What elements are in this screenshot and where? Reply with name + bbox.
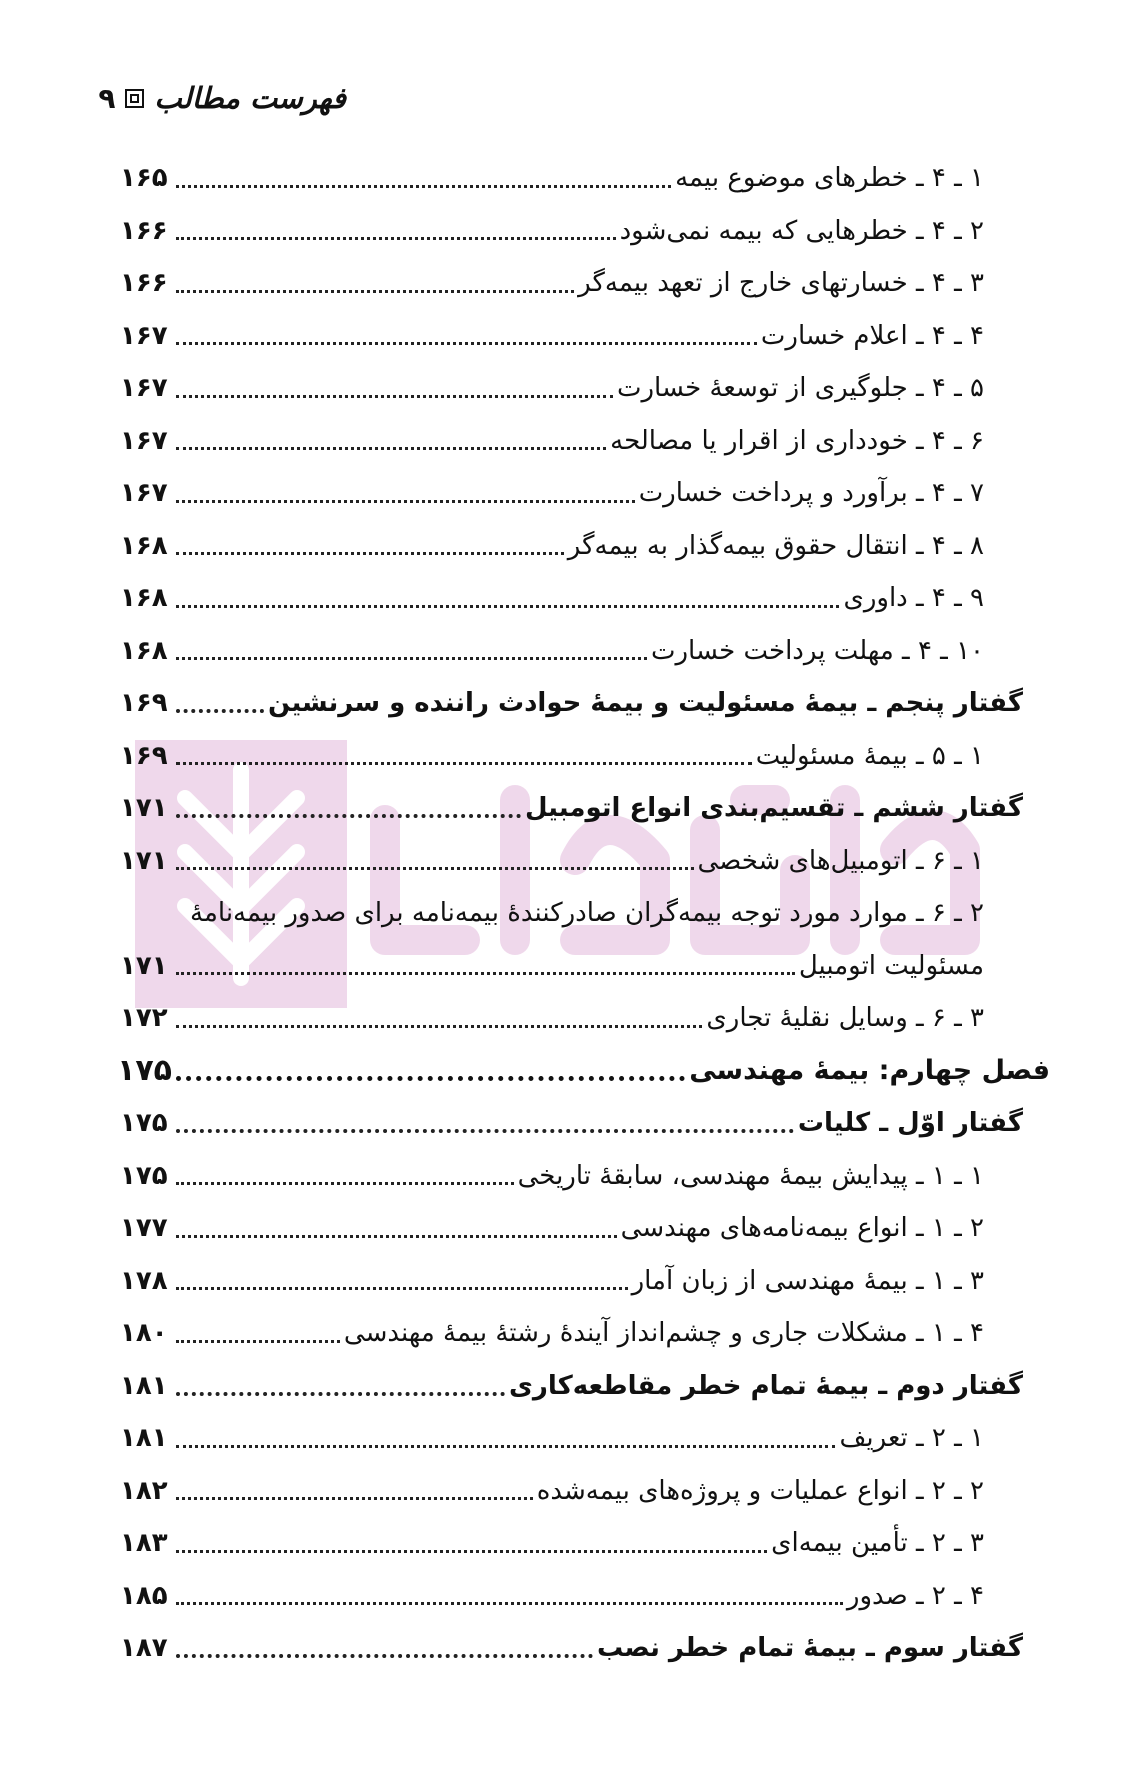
toc-entry-label: ۱ ـ ۲ ـ تعریف: [839, 1423, 984, 1454]
toc-entry-page: ۱۶۷: [120, 478, 168, 509]
toc-entry-page: ۱۷۷: [120, 1213, 168, 1244]
page-number: ۹: [98, 81, 116, 115]
toc-entry-page: ۱۶۹: [120, 740, 168, 771]
square-ornament-icon: [125, 89, 144, 108]
toc-entry-label: ۳ ـ ۲ ـ تأمین بیمه‌ای: [771, 1528, 984, 1559]
toc-entry[interactable]: [120, 835, 1146, 888]
toc-entry-page: ۱۶۸: [120, 583, 168, 614]
toc-entry-label: ۱ ـ ۶ ـ اتومبیل‌های شخصی: [697, 845, 984, 876]
toc-entry-page: ۱۷۵: [117, 1053, 172, 1089]
dot-leader: [176, 1550, 767, 1553]
toc-entry[interactable]: [120, 730, 1146, 783]
toc-entry-page: ۱۸۱: [120, 1423, 168, 1454]
toc-entry-label: ۲ ـ ۴ ـ خطرهایی که بیمه نمی‌شود: [619, 215, 984, 246]
dot-leader: [176, 500, 635, 503]
toc-entry-page: ۱۷۱: [120, 950, 168, 981]
toc-entry-label: ۴ ـ ۴ ـ اعلام خسارت: [760, 320, 984, 351]
toc-entry[interactable]: [120, 1465, 1146, 1518]
dot-leader: [176, 657, 647, 660]
toc-entry[interactable]: [120, 1255, 1146, 1308]
toc-entry[interactable]: [120, 1202, 1146, 1255]
toc-entry-wrapped-last-line[interactable]: [120, 940, 1146, 993]
toc-entry[interactable]: [120, 362, 1146, 415]
toc-entry-page: ۱۶۷: [120, 320, 168, 351]
dot-leader: [176, 237, 616, 240]
dot-leader: [176, 1602, 843, 1605]
running-head: [98, 68, 346, 128]
toc-entry-label: گفتار سوم ـ بیمهٔ تمام خطر نصب: [596, 1633, 1023, 1664]
toc-entry[interactable]: [120, 572, 1146, 625]
toc-entry-label: مسئولیت اتومبیل: [798, 950, 984, 981]
toc-entry[interactable]: [120, 257, 1146, 310]
toc-entry-page: ۱۸۲: [120, 1475, 168, 1506]
toc-section-heading[interactable]: [120, 782, 1146, 835]
toc-section-heading[interactable]: [120, 677, 1146, 730]
toc-entry-label: ۲ ـ ۲ ـ انواع عملیات و پروژه‌های بیمه‌شده: [536, 1475, 984, 1506]
toc-entry[interactable]: [120, 1412, 1146, 1465]
dot-leader: [176, 447, 606, 450]
toc-entry-label: ۵ ـ ۴ ـ جلوگیری از توسعهٔ خسارت: [616, 373, 984, 404]
dot-leader: [176, 1340, 340, 1343]
dot-leader: [176, 1392, 505, 1396]
toc-entry-label: ۴ ـ ۲ ـ صدور: [846, 1580, 984, 1611]
dot-leader: [176, 709, 264, 713]
toc-entry-label: ۱ ـ ۴ ـ خطرهای موضوع بیمه: [675, 163, 984, 194]
dot-leader: [176, 1076, 685, 1081]
toc-entry-label: ۸ ـ ۴ ـ انتقال حقوق بیمه‌گذار به بیمه‌گر: [567, 530, 984, 561]
toc-entry-page: ۱۶۷: [120, 425, 168, 456]
toc-entry[interactable]: [120, 1517, 1146, 1570]
toc-entry[interactable]: [120, 1307, 1146, 1360]
dot-leader: [176, 972, 795, 975]
toc-entry[interactable]: [120, 415, 1146, 468]
toc-section-heading[interactable]: [120, 1360, 1146, 1413]
toc-entry-label: ۱۰ ـ ۴ ـ مهلت پرداخت خسارت: [651, 635, 984, 666]
dot-leader: [176, 1497, 533, 1500]
toc-entry[interactable]: [120, 625, 1146, 678]
toc-entry-page: ۱۷۱: [120, 793, 168, 824]
toc-entry-label: گفتار دوم ـ بیمهٔ تمام خطر مقاطعه‌کاری: [509, 1370, 1023, 1401]
toc-entry-label: ۷ ـ ۴ ـ برآورد و پرداخت خسارت: [638, 478, 984, 509]
dot-leader: [176, 605, 839, 608]
toc-entry-label: گفتار پنجم ـ بیمهٔ مسئولیت و بیمهٔ حوادث راننده و سرنشین: [268, 688, 1023, 719]
toc-entry-label: ۳ ـ ۴ ـ خسارتهای خارج از تعهد بیمه‌گر: [578, 268, 984, 299]
toc-chapter-heading[interactable]: [117, 1045, 1146, 1098]
dot-leader: [176, 1287, 628, 1290]
toc-entry-label: ۹ ـ ۴ ـ داوری: [843, 583, 984, 614]
dot-leader: [176, 395, 613, 398]
toc-entry-page: ۱۶۸: [120, 530, 168, 561]
toc-entry-page: ۱۶۷: [120, 373, 168, 404]
dot-leader: [176, 1129, 794, 1133]
toc-entry-label: ۲ ـ ۱ ـ انواع بیمه‌نامه‌های مهندسی: [620, 1213, 984, 1244]
dot-leader: [176, 1654, 593, 1658]
toc-entry-page: ۱۶۵: [120, 163, 168, 194]
toc-section-heading[interactable]: [120, 1097, 1146, 1150]
toc-entry-page: ۱۸۰: [120, 1318, 168, 1349]
toc-entry-label: ۱ ـ ۱ ـ پیدایش بیمهٔ مهندسی، سابقهٔ تاریخی: [517, 1160, 984, 1191]
dot-leader: [176, 552, 564, 555]
toc-entry-page: ۱۸۵: [120, 1580, 168, 1611]
dot-leader: [176, 290, 574, 293]
toc-entry-page: ۱۷۵: [120, 1160, 168, 1191]
dot-leader: [176, 1182, 514, 1185]
toc-entry-label: ۲ ـ ۶ ـ موارد مورد توجه بیمه‌گران صادرکنندهٔ بیمه‌نامه برای صدور بیمه‌نامهٔ: [190, 898, 984, 929]
toc-entry-label: ۳ ـ ۱ ـ بیمهٔ مهندسی از زبان آمار: [631, 1265, 984, 1296]
dot-leader: [176, 814, 521, 818]
toc-entry-page: ۱۶۸: [120, 635, 168, 666]
toc-entry-label: ۱ ـ ۵ ـ بیمهٔ مسئولیت: [755, 740, 984, 771]
toc-entry-page: ۱۸۷: [120, 1633, 168, 1664]
toc-entry[interactable]: [120, 520, 1146, 573]
toc-entry-page: ۱۷۱: [120, 845, 168, 876]
toc-entry[interactable]: [120, 310, 1146, 363]
toc-entry-page: ۱۶۹: [120, 688, 168, 719]
toc-entry[interactable]: [120, 1150, 1146, 1203]
dot-leader: [176, 1235, 617, 1238]
toc-entry[interactable]: [120, 1570, 1146, 1623]
toc-entry-page: ۱۷۸: [120, 1265, 168, 1296]
dot-leader: [176, 1445, 835, 1448]
dot-leader: [176, 867, 694, 870]
dot-leader: [176, 185, 671, 188]
toc-entry-page: ۱۶۶: [120, 268, 168, 299]
toc-entry-label: گفتار اوّل ـ کلیات: [797, 1108, 1023, 1139]
toc-section-heading[interactable]: [120, 1622, 1146, 1675]
toc-entry-label: گفتار ششم ـ تقسیم‌بندی انواع اتومبیل: [524, 793, 1023, 824]
toc-entry-page: ۱۸۳: [120, 1528, 168, 1559]
dot-leader: [176, 762, 752, 765]
dot-leader: [176, 1025, 702, 1028]
dot-leader: [176, 342, 757, 345]
table-of-contents: [117, 152, 1146, 1675]
toc-entry-page: ۱۷۲: [120, 1003, 168, 1034]
toc-entry[interactable]: [120, 152, 1146, 205]
toc-entry-page: ۱۷۵: [120, 1108, 168, 1139]
toc-entry-label: ۴ ـ ۱ ـ مشکلات جاری و چشم‌انداز آیندهٔ رشتهٔ بیمهٔ مهندسی: [343, 1318, 984, 1349]
toc-entry-label: فصل چهارم: بیمهٔ مهندسی: [689, 1055, 1050, 1087]
page-title: فهرست مطالب: [154, 81, 346, 115]
toc-entry[interactable]: [120, 205, 1146, 258]
toc-entry-label: ۳ ـ ۶ ـ وسایل نقلیهٔ تجاری: [706, 1003, 984, 1034]
toc-entry[interactable]: [120, 467, 1146, 520]
toc-entry-wrapped-first-line[interactable]: [120, 887, 1146, 940]
toc-entry-page: ۱۶۶: [120, 215, 168, 246]
toc-entry-label: ۶ ـ ۴ ـ خودداری از اقرار یا مصالحه: [610, 425, 984, 456]
toc-entry[interactable]: [120, 992, 1146, 1045]
toc-entry-page: ۱۸۱: [120, 1370, 168, 1401]
